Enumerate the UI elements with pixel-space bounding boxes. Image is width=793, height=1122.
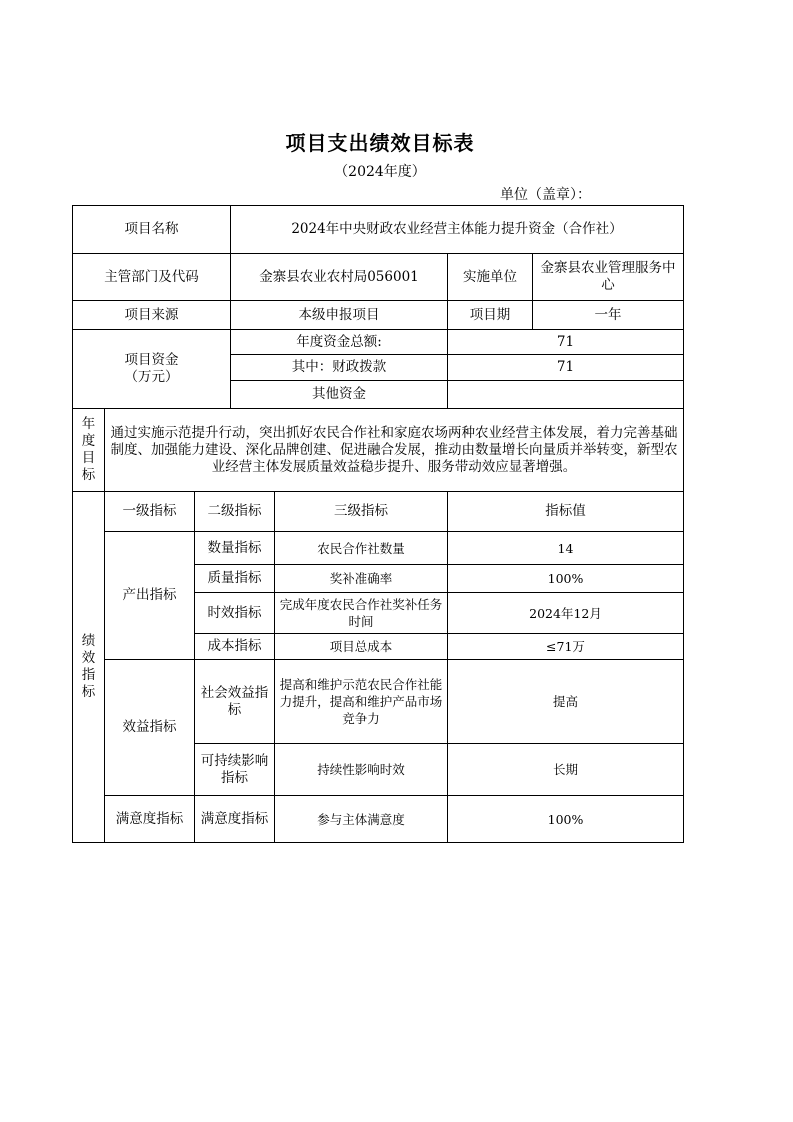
period-label: 项目期: [448, 301, 533, 329]
page-title: 项目支出绩效目标表: [285, 131, 475, 155]
annual-goal-row: [73, 409, 684, 492]
value-cell: ≤71万: [448, 634, 684, 660]
funds-fiscal-label: 其中：财政拨款: [231, 355, 448, 381]
benefit-indicator-label: 效益指标: [105, 660, 195, 796]
header-level2: 二级指标: [195, 492, 275, 532]
value-cell: 提高: [448, 660, 684, 744]
value-cell: 100%: [448, 565, 684, 593]
funds-label-line2: （万元）: [124, 369, 179, 385]
impl-value: 金寨县农业管理服务中心: [540, 260, 676, 293]
funds-other-value: [448, 381, 684, 409]
value-cell: 2024年12月: [448, 593, 684, 634]
level3-cell: 奖补准确率: [275, 565, 448, 593]
annual-goal-text: 通过实施示范提升行动，突出抓好农民合作社和家庭农场两种农业经营主体发展，着力完善基础制度、加强能力建设、深化品牌创建、促进融合发展，推动由数量增长向量质并举转变，新型农业经营主体发展质量效益稳步提升、服务带动效应显著增强。: [105, 409, 684, 492]
level2-cell: 时效指标: [195, 593, 275, 634]
level2-cell: 质量指标: [195, 565, 275, 593]
indicator-header-row: [73, 492, 684, 532]
level2-cell: 数量指标: [195, 532, 275, 565]
header-value: 指标值: [448, 492, 684, 532]
level3-cell: 完成年度农民合作社奖补任务时间: [275, 593, 448, 634]
satisfaction-indicator-label: 满意度指标: [105, 796, 195, 843]
level3-cell: 农民合作社数量: [275, 532, 448, 565]
value-cell: 14: [448, 532, 684, 565]
project-period-cell: [448, 301, 684, 330]
funds-fiscal-value: 71: [448, 355, 684, 381]
header-level1: 一级指标: [105, 492, 195, 532]
project-name-value: 2024年中央财政农业经营主体能力提升资金（合作社）: [231, 206, 684, 254]
funds-total-label: 年度资金总额:: [231, 330, 448, 355]
value-cell: 长期: [448, 744, 684, 796]
level3-cell: 参与主体满意度: [275, 796, 448, 843]
level3-cell: 持续性影响时效: [275, 744, 448, 796]
annual-goal-label: 年度目标: [73, 409, 105, 492]
level3-cell: 项目总成本: [275, 634, 448, 660]
table-row: [73, 796, 684, 843]
period-value: 一年: [594, 306, 622, 323]
project-name-label: 项目名称: [73, 206, 231, 254]
performance-target-table: [72, 205, 684, 843]
source-row: [73, 301, 684, 330]
project-name-row: [73, 206, 684, 254]
source-label: 项目来源: [73, 301, 231, 330]
level2-cell: 满意度指标: [195, 796, 275, 843]
performance-indicators-label: 绩效指标: [73, 492, 105, 843]
header-level3: 三级指标: [275, 492, 448, 532]
impl-label: 实施单位: [448, 254, 533, 300]
dept-value: 金寨县农业农村局056001: [231, 254, 448, 301]
implementing-unit-cell: [448, 254, 684, 301]
unit-seal-label: 单位（盖章）：: [500, 187, 591, 203]
level2-cell: 可持续影响指标: [195, 744, 275, 796]
table-row: [73, 532, 684, 565]
source-value: 本级申报项目: [231, 301, 448, 330]
level3-cell: 提高和维护示范农民合作社能力提升，提高和维护产品市场竞争力: [275, 660, 448, 744]
funds-total-value: 71: [448, 330, 684, 355]
level2-cell: 社会效益指标: [195, 660, 275, 744]
funds-label-line1: 项目资金: [124, 352, 179, 368]
funds-label: [73, 330, 231, 409]
output-indicator-label: 产出指标: [105, 532, 195, 660]
table-row: [73, 660, 684, 744]
funds-other-label: 其他资金: [231, 381, 448, 409]
funds-total-row: [73, 330, 684, 355]
year-subtitle: （2024年度）: [334, 164, 426, 180]
department-row: [73, 254, 684, 301]
dept-label: 主管部门及代码: [73, 254, 231, 301]
value-cell: 100%: [448, 796, 684, 843]
level2-cell: 成本指标: [195, 634, 275, 660]
